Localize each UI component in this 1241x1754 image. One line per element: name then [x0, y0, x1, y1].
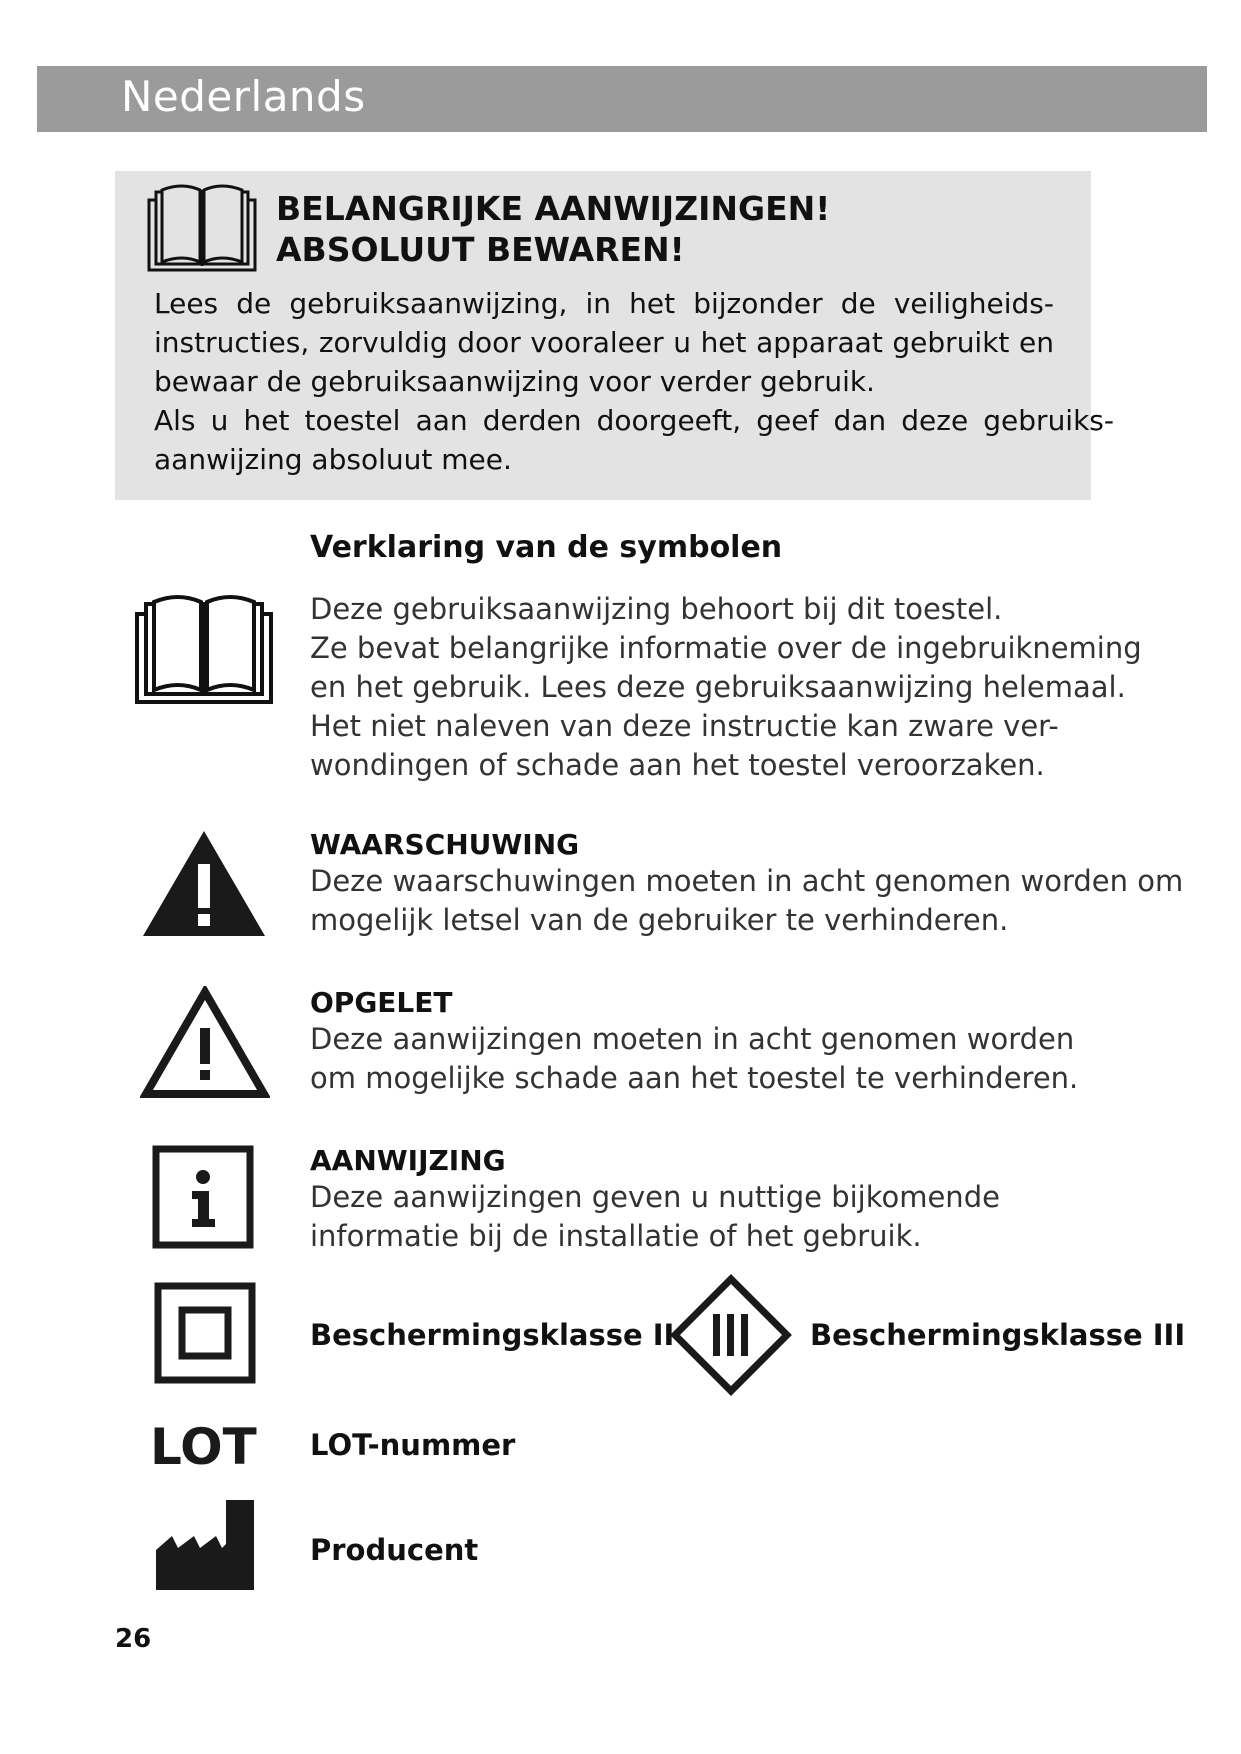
warning-outline-icon [140, 986, 270, 1100]
book-icon [146, 182, 258, 274]
factory-icon [154, 1498, 256, 1592]
manual-line: Ze bevat belangrijke informatie over de ingebruikneming [310, 631, 1142, 665]
protection-class-2-icon [154, 1282, 256, 1384]
lot-icon [150, 1418, 258, 1470]
notice-paragraph-2: Als u het toestel aan derden doorgeeft, geef dan deze gebruiks-aanwijzing absoluut mee. [154, 404, 1114, 476]
info-line: informatie bij de installatie of het gebruik. [310, 1219, 922, 1253]
protection-class-3-icon [670, 1274, 792, 1396]
lot-icon-text: LOT [150, 1418, 257, 1470]
manual-line: wondingen of schade aan het toestel veroorzaken. [310, 748, 1045, 782]
info-icon [152, 1145, 254, 1249]
warning-filled-icon [140, 828, 268, 940]
info-title: AANWIJZING [310, 1144, 506, 1177]
warning-line: mogelijk letsel van de gebruiker te verhinderen. [310, 903, 1009, 937]
caution-line: Deze aanwijzingen moeten in acht genomen worden [310, 1022, 1075, 1056]
caution-description [310, 1020, 1078, 1098]
language-title: Nederlands [121, 72, 366, 121]
lot-number-label: LOT-nummer [310, 1428, 516, 1462]
protection-class-3-label: Beschermingsklasse III [810, 1318, 1186, 1352]
page-number: 26 [115, 1624, 152, 1654]
manual-line: en het gebruik. Lees deze gebruiksaanwijzing helemaal. [310, 670, 1126, 704]
caution-line: om mogelijke schade aan het toestel te verhinderen. [310, 1061, 1079, 1095]
warning-title: WAARSCHUWING [310, 828, 580, 861]
manufacturer-label: Producent [310, 1533, 479, 1567]
info-description [310, 1178, 1000, 1256]
manual-description [310, 590, 1142, 785]
notice-paragraph-1: Lees de gebruiksaanwijzing, in het bijzonder de veiligheids-instructies, zorvuldig door vooraleer u het apparaat gebruikt en bewaar de gebruiksaanwijzing voor verder gebruik. [154, 287, 1054, 398]
warning-description [310, 862, 1183, 940]
language-header-bar [37, 66, 1207, 132]
info-line: Deze aanwijzingen geven u nuttige bijkomende [310, 1180, 1000, 1214]
notice-title-line1: BELANGRIJKE AANWIJZINGEN! [276, 189, 831, 228]
manual-line: Het niet naleven van deze instructie kan zware ver- [310, 709, 1059, 743]
book-icon [134, 590, 274, 706]
notice-title [276, 188, 830, 270]
warning-line: Deze waarschuwingen moeten in acht genomen worden om [310, 864, 1184, 898]
protection-class-2-label: Beschermingsklasse II [310, 1318, 675, 1352]
caution-title: OPGELET [310, 986, 453, 1019]
manual-line: Deze gebruiksaanwijzing behoort bij dit toestel. [310, 592, 1003, 626]
notice-title-line2: ABSOLUUT BEWAREN! [276, 230, 685, 269]
notice-text [154, 284, 1114, 479]
symbols-heading: Verklaring van de symbolen [310, 530, 783, 565]
